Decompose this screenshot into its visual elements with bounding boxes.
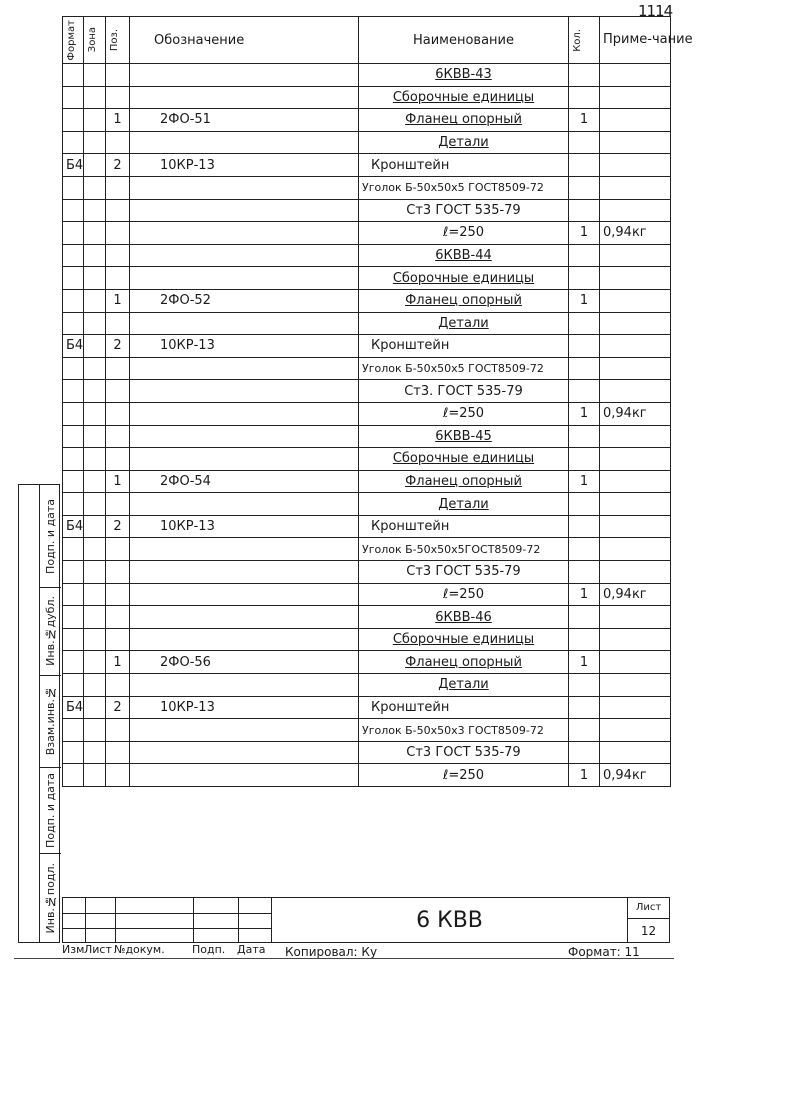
cell-name: Ст3. ГОСТ 535-79 <box>359 380 569 403</box>
cell-pos <box>106 628 130 651</box>
cell-pos <box>106 267 130 290</box>
cell-qty <box>569 538 600 561</box>
cell-pos <box>106 448 130 471</box>
cell-pos <box>106 380 130 403</box>
cell-zone <box>84 651 106 674</box>
cell-designation: 10КР-13 <box>130 696 359 719</box>
cell-zone <box>84 628 106 651</box>
cell-pos <box>106 764 130 787</box>
sheet-label: Лист <box>628 898 669 919</box>
header-row <box>63 17 671 64</box>
cell-designation <box>130 86 359 109</box>
sheet-number: 12 <box>640 924 657 938</box>
cell-note <box>600 696 671 719</box>
header-note: Приме-чание <box>600 17 671 64</box>
cell-qty <box>569 154 600 177</box>
cell-note <box>600 267 671 290</box>
cell-note: 0,94кг <box>600 222 671 245</box>
cell-designation <box>130 312 359 335</box>
margin-field-label: Подп. и дата <box>43 498 57 574</box>
cell-pos <box>106 244 130 267</box>
cell-zone <box>84 357 106 380</box>
table-row <box>63 764 671 787</box>
cell-designation <box>130 606 359 629</box>
cell-qty <box>569 267 600 290</box>
cell-qty <box>569 312 600 335</box>
table-row <box>63 222 671 245</box>
cell-qty <box>569 674 600 697</box>
cell-qty <box>569 741 600 764</box>
cell-note <box>600 154 671 177</box>
cell-qty <box>569 86 600 109</box>
header-qty: Кол. <box>569 17 600 64</box>
cell-format <box>63 425 84 448</box>
cell-qty <box>569 606 600 629</box>
table-row <box>63 470 671 493</box>
header-zone: Зона <box>84 17 106 64</box>
cell-name: Уголок Б-50х50х5 ГОСТ8509-72 <box>359 176 569 199</box>
cell-pos <box>106 64 130 87</box>
specification-table <box>62 16 693 787</box>
cell-name: Сборочные единицы <box>359 267 569 290</box>
cell-pos <box>106 674 130 697</box>
cell-qty: 1 <box>569 109 600 132</box>
cell-name: Фланец опорный <box>359 289 569 312</box>
cell-format <box>63 628 84 651</box>
table-row <box>63 380 671 403</box>
cell-zone <box>84 380 106 403</box>
cell-name: Детали <box>359 674 569 697</box>
table-row <box>63 312 671 335</box>
cell-designation <box>130 764 359 787</box>
cell-note <box>600 244 671 267</box>
cell-designation <box>130 425 359 448</box>
table-row <box>63 267 671 290</box>
document-code: 6 КВВ <box>272 897 628 943</box>
table-row <box>63 741 671 764</box>
cell-name: 6КВВ-43 <box>359 64 569 87</box>
table-row <box>63 64 671 87</box>
table-row <box>63 244 671 267</box>
cell-designation <box>130 628 359 651</box>
cell-name: Уголок Б-50х50х5 ГОСТ8509-72 <box>359 357 569 380</box>
cell-designation <box>130 380 359 403</box>
cell-format <box>63 493 84 516</box>
cell-zone <box>84 674 106 697</box>
table-row <box>63 289 671 312</box>
cell-zone <box>84 561 106 584</box>
cell-designation: 2ФО-52 <box>130 289 359 312</box>
cell-note <box>600 176 671 199</box>
cell-qty <box>569 493 600 516</box>
cell-name: Ст3 ГОСТ 535-79 <box>359 199 569 222</box>
cell-format <box>63 131 84 154</box>
cell-pos <box>106 199 130 222</box>
cell-designation <box>130 222 359 245</box>
table-row <box>63 515 671 538</box>
bottom-rule <box>14 958 674 959</box>
cell-qty <box>569 64 600 87</box>
table-row <box>63 561 671 584</box>
cell-qty <box>569 628 600 651</box>
cell-format <box>63 380 84 403</box>
cell-format <box>63 606 84 629</box>
cell-format <box>63 267 84 290</box>
cell-qty: 1 <box>569 402 600 425</box>
sheet-box <box>628 897 670 943</box>
cell-qty: 1 <box>569 583 600 606</box>
cell-note <box>600 448 671 471</box>
cell-note <box>600 335 671 358</box>
cell-designation <box>130 64 359 87</box>
cell-pos <box>106 719 130 742</box>
cell-note <box>600 131 671 154</box>
cell-format <box>63 448 84 471</box>
table-row <box>63 538 671 561</box>
table-row <box>63 402 671 425</box>
cell-format: Б4 <box>63 335 84 358</box>
table-row <box>63 696 671 719</box>
cell-format <box>63 86 84 109</box>
cell-note <box>600 606 671 629</box>
cell-format <box>63 357 84 380</box>
revision-labels <box>62 943 277 956</box>
cell-zone <box>84 696 106 719</box>
revision-grid <box>62 897 272 943</box>
cell-name: Детали <box>359 131 569 154</box>
cell-zone <box>84 154 106 177</box>
cell-zone <box>84 312 106 335</box>
cell-zone <box>84 289 106 312</box>
cell-designation <box>130 493 359 516</box>
cell-name: Сборочные единицы <box>359 86 569 109</box>
cell-pos <box>106 538 130 561</box>
cell-name: 6КВВ-45 <box>359 425 569 448</box>
cell-designation <box>130 719 359 742</box>
cell-qty: 1 <box>569 764 600 787</box>
table-row <box>63 86 671 109</box>
margin-divider <box>39 485 62 942</box>
cell-designation <box>130 131 359 154</box>
cell-pos <box>106 741 130 764</box>
cell-designation: 2ФО-54 <box>130 470 359 493</box>
cell-qty <box>569 719 600 742</box>
cell-pos <box>106 357 130 380</box>
table-row <box>63 425 671 448</box>
cell-name: Сборочные единицы <box>359 628 569 651</box>
cell-name: Уголок Б-50х50х3 ГОСТ8509-72 <box>359 719 569 742</box>
cell-pos <box>106 131 130 154</box>
cell-name: Кронштейн <box>359 154 569 177</box>
cell-name: ℓ=250 <box>359 583 569 606</box>
label-sheet: Лист <box>84 943 112 956</box>
paper-format: Формат: 11 <box>568 945 640 959</box>
cell-pos: 2 <box>106 696 130 719</box>
cell-note <box>600 493 671 516</box>
cell-zone <box>84 719 106 742</box>
cell-zone <box>84 425 106 448</box>
cell-note: 0,94кг <box>600 583 671 606</box>
cell-note: 0,94кг <box>600 402 671 425</box>
cell-format: Б4 <box>63 515 84 538</box>
cell-name: ℓ=250 <box>359 764 569 787</box>
cell-pos: 2 <box>106 154 130 177</box>
cell-format <box>63 764 84 787</box>
cell-qty <box>569 199 600 222</box>
header-name: Наименование <box>359 17 569 64</box>
cell-qty <box>569 696 600 719</box>
header-format: Формат <box>63 17 84 64</box>
cell-format: Б4 <box>63 696 84 719</box>
cell-zone <box>84 131 106 154</box>
cell-zone <box>84 176 106 199</box>
cell-qty: 1 <box>569 651 600 674</box>
cell-note <box>600 380 671 403</box>
cell-format <box>63 470 84 493</box>
cell-format <box>63 538 84 561</box>
cell-qty <box>569 561 600 584</box>
cell-zone <box>84 764 106 787</box>
cell-format <box>63 674 84 697</box>
cell-designation <box>130 583 359 606</box>
cell-designation <box>130 538 359 561</box>
page-number: 1114 <box>638 2 673 20</box>
cell-name: Кронштейн <box>359 515 569 538</box>
margin-stamp <box>18 484 60 943</box>
table-row <box>63 335 671 358</box>
table-row <box>63 651 671 674</box>
cell-format <box>63 402 84 425</box>
cell-note <box>600 199 671 222</box>
cell-pos: 1 <box>106 289 130 312</box>
cell-zone <box>84 267 106 290</box>
cell-name: Кронштейн <box>359 696 569 719</box>
cell-format <box>63 244 84 267</box>
cell-format <box>63 176 84 199</box>
cell-pos <box>106 312 130 335</box>
margin-field-label: Инв.№дубл. <box>43 596 57 666</box>
table-row <box>63 176 671 199</box>
cell-format <box>63 289 84 312</box>
cell-name: Уголок Б-50х50х5ГОСТ8509-72 <box>359 538 569 561</box>
cell-pos <box>106 86 130 109</box>
cell-qty <box>569 425 600 448</box>
cell-qty <box>569 131 600 154</box>
cell-format <box>63 312 84 335</box>
cell-zone <box>84 448 106 471</box>
cell-designation <box>130 267 359 290</box>
cell-note <box>600 628 671 651</box>
cell-pos: 1 <box>106 470 130 493</box>
table-row <box>63 674 671 697</box>
cell-zone <box>84 199 106 222</box>
cell-zone <box>84 335 106 358</box>
cell-pos: 2 <box>106 515 130 538</box>
cell-note <box>600 289 671 312</box>
cell-designation <box>130 741 359 764</box>
cell-designation <box>130 244 359 267</box>
cell-note <box>600 64 671 87</box>
cell-format <box>63 561 84 584</box>
cell-zone <box>84 470 106 493</box>
label-date: Дата <box>237 943 266 956</box>
cell-format <box>63 199 84 222</box>
label-change: Изм <box>62 943 85 956</box>
copied-by: Копировал: Ку <box>285 945 378 959</box>
cell-zone <box>84 493 106 516</box>
cell-name: Ст3 ГОСТ 535-79 <box>359 561 569 584</box>
cell-note <box>600 109 671 132</box>
cell-designation: 2ФО-51 <box>130 109 359 132</box>
cell-zone <box>84 583 106 606</box>
cell-qty: 1 <box>569 222 600 245</box>
table-row <box>63 493 671 516</box>
cell-designation <box>130 674 359 697</box>
cell-zone <box>84 741 106 764</box>
cell-qty <box>569 335 600 358</box>
cell-format <box>63 583 84 606</box>
cell-designation: 2ФО-56 <box>130 651 359 674</box>
cell-note <box>600 357 671 380</box>
label-signature: Подп. <box>192 943 226 956</box>
cell-note <box>600 86 671 109</box>
cell-designation <box>130 402 359 425</box>
cell-qty <box>569 357 600 380</box>
cell-designation <box>130 448 359 471</box>
cell-format <box>63 222 84 245</box>
cell-format <box>63 719 84 742</box>
cell-note <box>600 719 671 742</box>
cell-pos: 1 <box>106 109 130 132</box>
cell-pos: 1 <box>106 651 130 674</box>
cell-name: Фланец опорный <box>359 470 569 493</box>
cell-qty <box>569 244 600 267</box>
cell-note: 0,94кг <box>600 764 671 787</box>
header-designation: Обозначение <box>130 17 359 64</box>
cell-note <box>600 425 671 448</box>
cell-qty: 1 <box>569 470 600 493</box>
cell-format <box>63 741 84 764</box>
cell-pos <box>106 222 130 245</box>
cell-zone <box>84 86 106 109</box>
cell-zone <box>84 109 106 132</box>
cell-note <box>600 651 671 674</box>
cell-pos <box>106 606 130 629</box>
cell-qty <box>569 176 600 199</box>
margin-field-label: Взам.инв.№ <box>43 686 57 756</box>
cell-format <box>63 651 84 674</box>
cell-zone <box>84 222 106 245</box>
table-row <box>63 628 671 651</box>
cell-note <box>600 515 671 538</box>
cell-designation: 10КР-13 <box>130 154 359 177</box>
table-row <box>63 606 671 629</box>
cell-note <box>600 470 671 493</box>
cell-zone <box>84 606 106 629</box>
cell-zone <box>84 515 106 538</box>
cell-name: Сборочные единицы <box>359 448 569 471</box>
label-document: №докум. <box>114 943 165 956</box>
margin-field-label: Подп. и дата <box>43 772 57 848</box>
cell-designation: 10КР-13 <box>130 515 359 538</box>
cell-note <box>600 561 671 584</box>
cell-qty <box>569 515 600 538</box>
cell-note <box>600 312 671 335</box>
table-row <box>63 109 671 132</box>
cell-designation <box>130 561 359 584</box>
cell-name: Фланец опорный <box>359 109 569 132</box>
cell-qty <box>569 380 600 403</box>
cell-designation: 10КР-13 <box>130 335 359 358</box>
cell-name: Детали <box>359 312 569 335</box>
cell-pos <box>106 561 130 584</box>
cell-name: 6КВВ-44 <box>359 244 569 267</box>
table-row <box>63 357 671 380</box>
cell-zone <box>84 538 106 561</box>
table-row <box>63 448 671 471</box>
cell-note <box>600 741 671 764</box>
cell-name: ℓ=250 <box>359 222 569 245</box>
table-row <box>63 154 671 177</box>
cell-name: Кронштейн <box>359 335 569 358</box>
cell-qty: 1 <box>569 289 600 312</box>
margin-field-label: Инв.№подл. <box>43 863 57 934</box>
cell-zone <box>84 402 106 425</box>
cell-pos <box>106 176 130 199</box>
header-pos: Поз. <box>106 17 130 64</box>
cell-zone <box>84 64 106 87</box>
cell-designation <box>130 199 359 222</box>
cell-name: Детали <box>359 493 569 516</box>
cell-format <box>63 109 84 132</box>
cell-name: Ст3 ГОСТ 535-79 <box>359 741 569 764</box>
cell-designation <box>130 176 359 199</box>
table-row <box>63 583 671 606</box>
cell-name: Фланец опорный <box>359 651 569 674</box>
cell-note <box>600 674 671 697</box>
cell-zone <box>84 244 106 267</box>
table-row <box>63 199 671 222</box>
cell-qty <box>569 448 600 471</box>
table-row <box>63 719 671 742</box>
cell-pos <box>106 493 130 516</box>
cell-pos <box>106 425 130 448</box>
cell-note <box>600 538 671 561</box>
cell-pos: 2 <box>106 335 130 358</box>
cell-designation <box>130 357 359 380</box>
cell-name: ℓ=250 <box>359 402 569 425</box>
cell-name: 6КВВ-46 <box>359 606 569 629</box>
cell-format: Б4 <box>63 154 84 177</box>
cell-format <box>63 64 84 87</box>
table-row <box>63 131 671 154</box>
cell-pos <box>106 402 130 425</box>
cell-pos <box>106 583 130 606</box>
